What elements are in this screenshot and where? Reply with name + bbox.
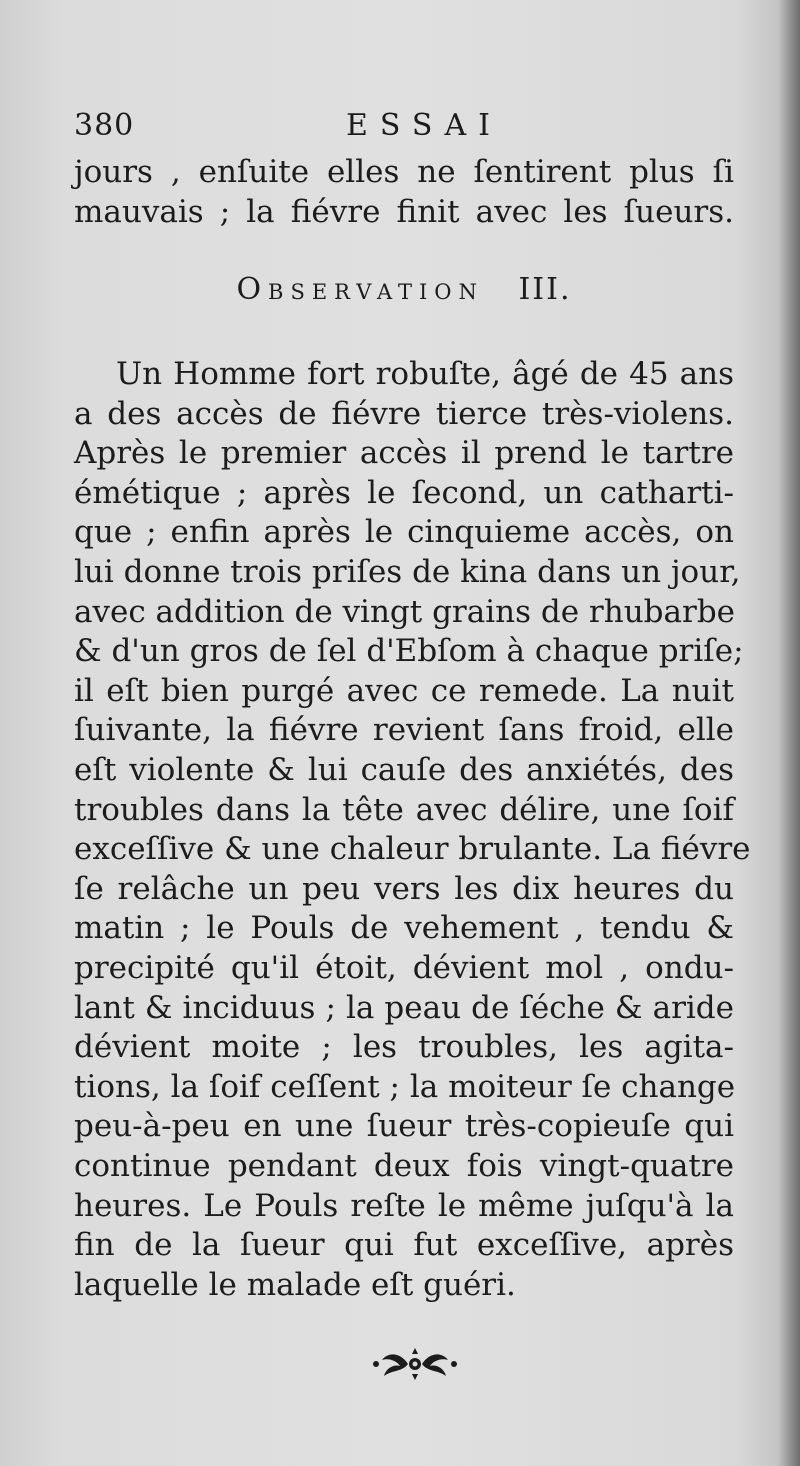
page-edge [778, 0, 800, 1466]
page-header [74, 108, 734, 148]
text-line: mauvais ; la fiévre finit avec les ſueurs. [74, 194, 734, 230]
section-heading [74, 272, 734, 307]
text-line: il eſt bien purgé avec ce remede. La nuit [74, 673, 734, 709]
text-line: lui donne trois priſes de kina dans un jour, [74, 554, 741, 590]
text-line: que ; enfin après le cinquieme accès, on [74, 514, 734, 550]
heading-numeral: III. [518, 272, 572, 307]
text-line: a des accès de fiévre tierce très-violens. [74, 396, 734, 432]
text-line: lant & inciduus ; la peau de ſéche & aride [74, 990, 734, 1026]
fleuron-icon [370, 1346, 460, 1382]
text-line: precipité qu'il étoit, dévient mol , ondu- [74, 950, 734, 986]
text-line: Après le premier accès il prend le tartre [74, 435, 734, 471]
text-line: ſe relâche un peu vers les dix heures du [74, 871, 734, 907]
text-line: Un Homme fort robuſte, âgé de 45 ans [116, 356, 734, 392]
text-line: tions, la ſoif ceſſent ; la moiteur ſe change [74, 1069, 736, 1105]
text-line: continue pendant deux fois vingt-quatre [74, 1148, 734, 1184]
text-line: & d'un gros de ſel d'Ebſom à chaque priſe; [74, 633, 744, 669]
text-line: dévient moite ; les troubles, les agita- [74, 1029, 734, 1065]
text-line: matin ; le Pouls de vehement , tendu & [74, 910, 734, 946]
text-line: laquelle le malade eſt guéri. [74, 1267, 516, 1303]
text-line: exceſſive & une chaleur brulante. La fiévre [74, 831, 751, 867]
text-line: fin de la ſueur qui fut exceſſive, après [74, 1227, 734, 1263]
page-number: 380 [74, 108, 135, 143]
text-line: jours , enſuite elles ne ſentirent plus ſi [74, 154, 734, 190]
text-line: ſuivante, la fiévre revient ſans froid, elle [74, 712, 734, 748]
text-line: eſt violente & lui cauſe des anxiétés, des [74, 752, 734, 788]
text-line: avec addition de vingt grains de rhubarbe [74, 594, 736, 630]
text-line: peu-à-peu en une ſueur très-copieuſe qui [74, 1108, 734, 1144]
heading-word: Observation [236, 272, 484, 307]
running-title: ESSAI [346, 108, 502, 143]
text-line: émétique ; après le ſecond, un catharti- [74, 475, 734, 511]
text-line: troubles dans la tête avec délire, une ſoif [74, 792, 734, 828]
text-line: heures. Le Pouls reſte le même juſqu'à la [74, 1188, 734, 1224]
